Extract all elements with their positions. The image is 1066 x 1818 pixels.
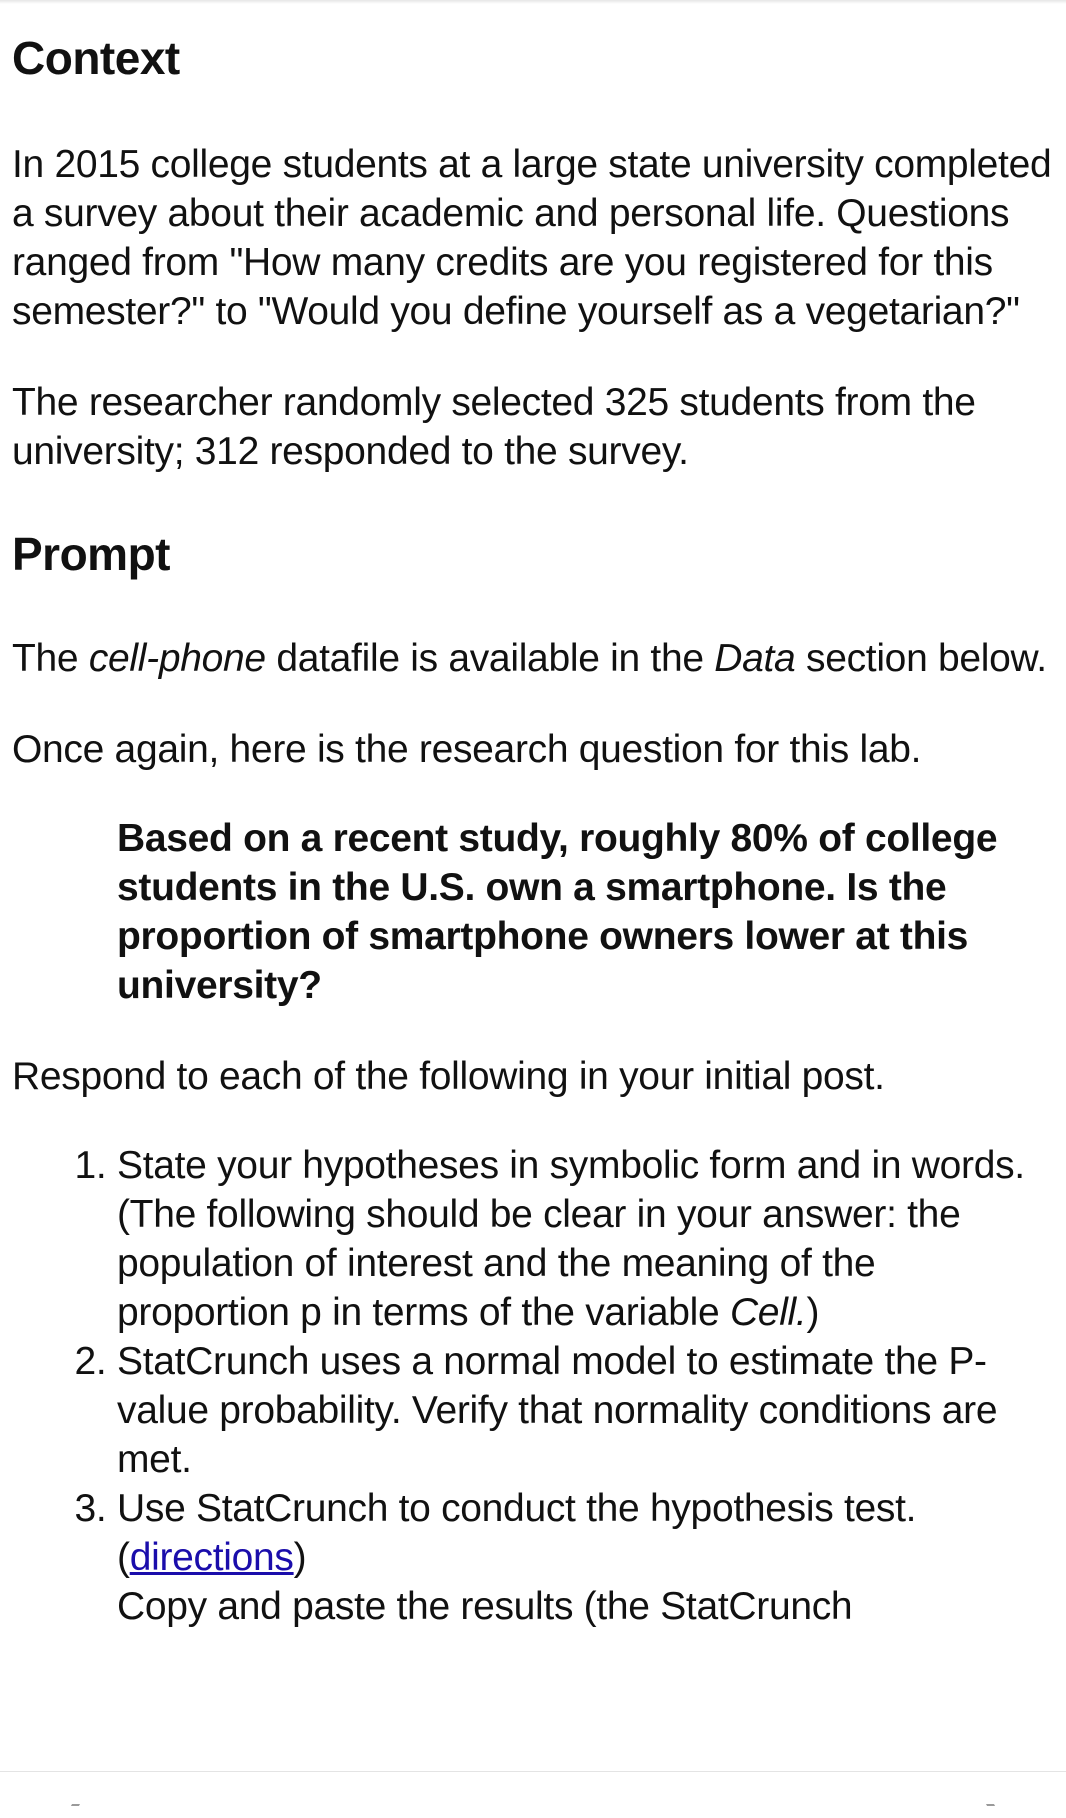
task-2-text: StatCrunch uses a normal model to estimate the P-value probability. Verify that normality conditions are met. [117, 1340, 998, 1481]
datafile-paragraph [12, 634, 1052, 683]
task-1-text: State your hypotheses in symbolic form and in words. (The following should be clear in your answer: the population of interest and the meaning of the proportion p in terms of the variable [117, 1144, 1025, 1334]
task-3-continuation: Copy and paste the results (the StatCrunch [117, 1585, 853, 1628]
task-item-1 [117, 1141, 1052, 1337]
directions-link[interactable]: directions [129, 1536, 294, 1579]
paren-open: ( [117, 1536, 130, 1579]
top-shadow [0, 0, 1066, 4]
data-section-name: Data [714, 637, 796, 680]
task-3-text: Use StatCrunch to conduct the hypothesis test. [117, 1487, 917, 1530]
task-item-2 [117, 1337, 1052, 1484]
datafile-text-1: The [12, 637, 89, 680]
task-list [12, 1141, 1052, 1631]
variable-name: Cell. [729, 1291, 807, 1334]
respond-instruction: Respond to each of the following in your initial post. [12, 1055, 885, 1098]
datafile-text-3: section below. [795, 637, 1047, 680]
paren-close: ) [293, 1536, 307, 1579]
bottom-toolbar [0, 1771, 1066, 1817]
research-question: Based on a recent study, roughly 80% of college students in the U.S. own a smartphone. Is the proportion of smartphone owners lower at this university? [117, 817, 998, 1007]
context-paragraph-1: In 2015 college students at a large state university completed a survey about their academic and personal life. Questions ranged from "How many credits are you registered for this semester?" to "Would you define yourself as a vegetarian?" [12, 143, 1052, 333]
context-heading: Context [12, 32, 180, 84]
prompt-heading: Prompt [12, 528, 170, 580]
datafile-text-2: datafile is available in the [265, 637, 715, 680]
document-content [12, 22, 1052, 1631]
research-intro: Once again, here is the research question for this lab. [12, 728, 922, 771]
context-paragraph-2: The researcher randomly selected 325 students from the university; 312 responded to the survey. [12, 381, 976, 473]
datafile-name: cell-phone [88, 637, 266, 680]
task-1-tail: ) [806, 1291, 820, 1334]
task-item-3 [117, 1484, 1052, 1631]
